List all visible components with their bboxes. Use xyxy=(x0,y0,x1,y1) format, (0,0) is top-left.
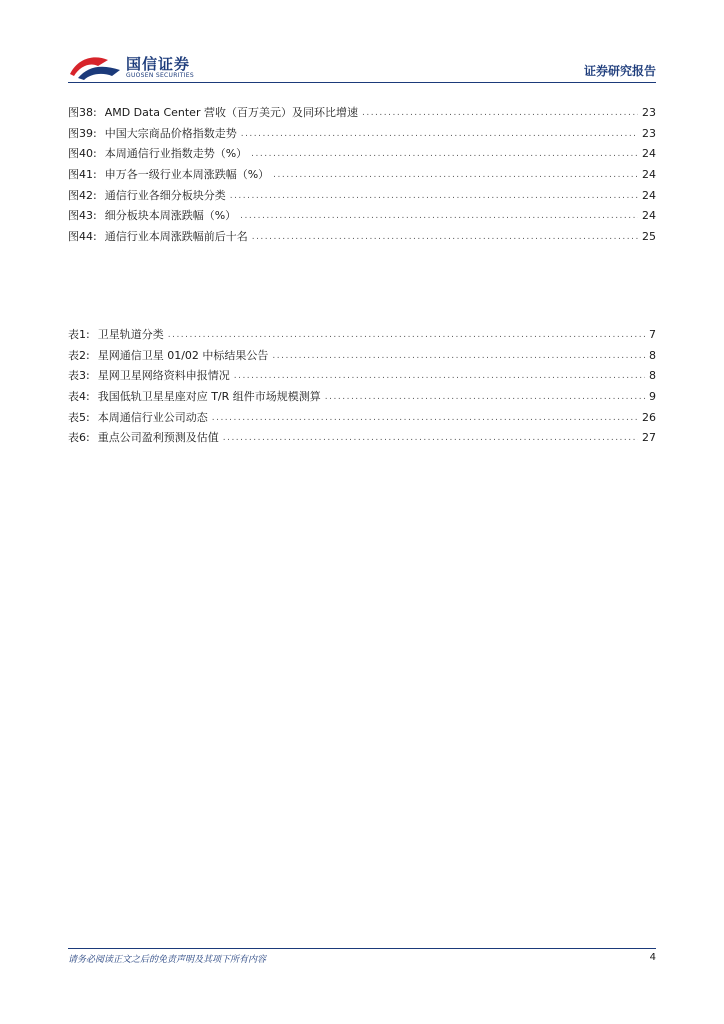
entry-title: 申万各一级行业本周涨跌幅（%） xyxy=(104,168,270,182)
dot-leader xyxy=(241,124,638,145)
dot-leader xyxy=(168,325,645,346)
entry-page: 24 xyxy=(642,147,656,161)
entry-title: 本周通信行业公司动态 xyxy=(97,410,208,424)
entry-page: 24 xyxy=(642,168,656,182)
toc-entry-table-4[interactable] xyxy=(68,387,656,408)
footer-divider xyxy=(68,948,656,949)
dot-leader xyxy=(240,206,638,227)
dot-leader xyxy=(234,366,645,387)
dot-leader xyxy=(272,346,645,367)
dot-leader xyxy=(273,165,638,186)
entry-label: 表6: xyxy=(68,431,90,445)
entry-label: 表4: xyxy=(68,390,90,404)
entry-title: 卫星轨道分类 xyxy=(97,327,164,341)
dot-leader xyxy=(252,227,638,248)
page-header xyxy=(68,50,656,84)
entry-label: 图44: xyxy=(68,230,97,244)
guosen-logo xyxy=(68,50,228,84)
entry-title: 星网通信卫星 01/02 中标结果公告 xyxy=(97,348,269,362)
dot-leader xyxy=(325,387,645,408)
entry-title: 本周通信行业指数走势（%） xyxy=(104,147,248,161)
logo-chinese-name: 国信证券 xyxy=(126,55,191,73)
toc-entry-figure-42[interactable] xyxy=(68,186,656,207)
report-type-label: 证券研究报告 xyxy=(583,64,656,78)
entry-label: 图38: xyxy=(68,105,97,119)
entry-page: 23 xyxy=(642,105,656,119)
entry-label: 图41: xyxy=(68,168,97,182)
entry-label: 表1: xyxy=(68,327,90,341)
toc-entry-table-1[interactable] xyxy=(68,325,656,346)
entry-title: 我国低轨卫星星座对应 T/R 组件市场规模测算 xyxy=(97,390,321,404)
entry-page: 8 xyxy=(649,348,656,362)
entry-label: 图40: xyxy=(68,147,97,161)
entry-title: 星网卫星网络资料申报情况 xyxy=(97,369,230,383)
entry-title: 重点公司盈利预测及估值 xyxy=(97,431,219,445)
entry-label: 图42: xyxy=(68,188,97,202)
toc-entry-figure-44[interactable] xyxy=(68,227,656,248)
entry-label: 表2: xyxy=(68,348,90,362)
figure-list xyxy=(68,103,656,248)
entry-page: 23 xyxy=(642,126,656,140)
entry-label: 表3: xyxy=(68,369,90,383)
toc-entry-figure-43[interactable] xyxy=(68,206,656,227)
logo-english-name: GUOSEN SECURITIES xyxy=(126,72,195,79)
toc-entry-table-6[interactable] xyxy=(68,428,656,449)
entry-page: 7 xyxy=(649,327,656,341)
entry-page: 9 xyxy=(649,390,656,404)
entry-title: 中国大宗商品价格指数走势 xyxy=(104,126,237,140)
entry-page: 24 xyxy=(642,209,656,223)
entry-page: 27 xyxy=(642,431,656,445)
entry-title: 细分板块本周涨跌幅（%） xyxy=(104,209,237,223)
header-divider xyxy=(68,82,656,83)
toc-entry-figure-41[interactable] xyxy=(68,165,656,186)
dot-leader xyxy=(362,103,638,124)
toc-entry-figure-39[interactable] xyxy=(68,124,656,145)
dot-leader xyxy=(230,186,638,207)
table-list xyxy=(68,325,656,449)
toc-entry-figure-40[interactable] xyxy=(68,144,656,165)
page-number: 4 xyxy=(649,952,656,963)
entry-label: 表5: xyxy=(68,410,90,424)
toc-entry-table-5[interactable] xyxy=(68,408,656,429)
toc-entry-figure-38[interactable] xyxy=(68,103,656,124)
entry-title: AMD Data Center 营收（百万美元）及同环比增速 xyxy=(104,105,358,119)
toc-entry-table-2[interactable] xyxy=(68,346,656,367)
entry-label: 图39: xyxy=(68,126,97,140)
dot-leader xyxy=(212,408,638,429)
guosen-logo-icon xyxy=(68,52,124,82)
dot-leader xyxy=(223,428,638,449)
entry-page: 24 xyxy=(642,188,656,202)
dot-leader xyxy=(251,144,638,165)
entry-page: 8 xyxy=(649,369,656,383)
toc-entry-table-3[interactable] xyxy=(68,366,656,387)
entry-title: 通信行业各细分板块分类 xyxy=(104,188,226,202)
footer-disclaimer: 请务必阅读正文之后的免责声明及其项下所有内容 xyxy=(68,955,267,965)
entry-page: 25 xyxy=(642,230,656,244)
entry-label: 图43: xyxy=(68,209,97,223)
entry-page: 26 xyxy=(642,410,656,424)
entry-title: 通信行业本周涨跌幅前后十名 xyxy=(104,230,248,244)
